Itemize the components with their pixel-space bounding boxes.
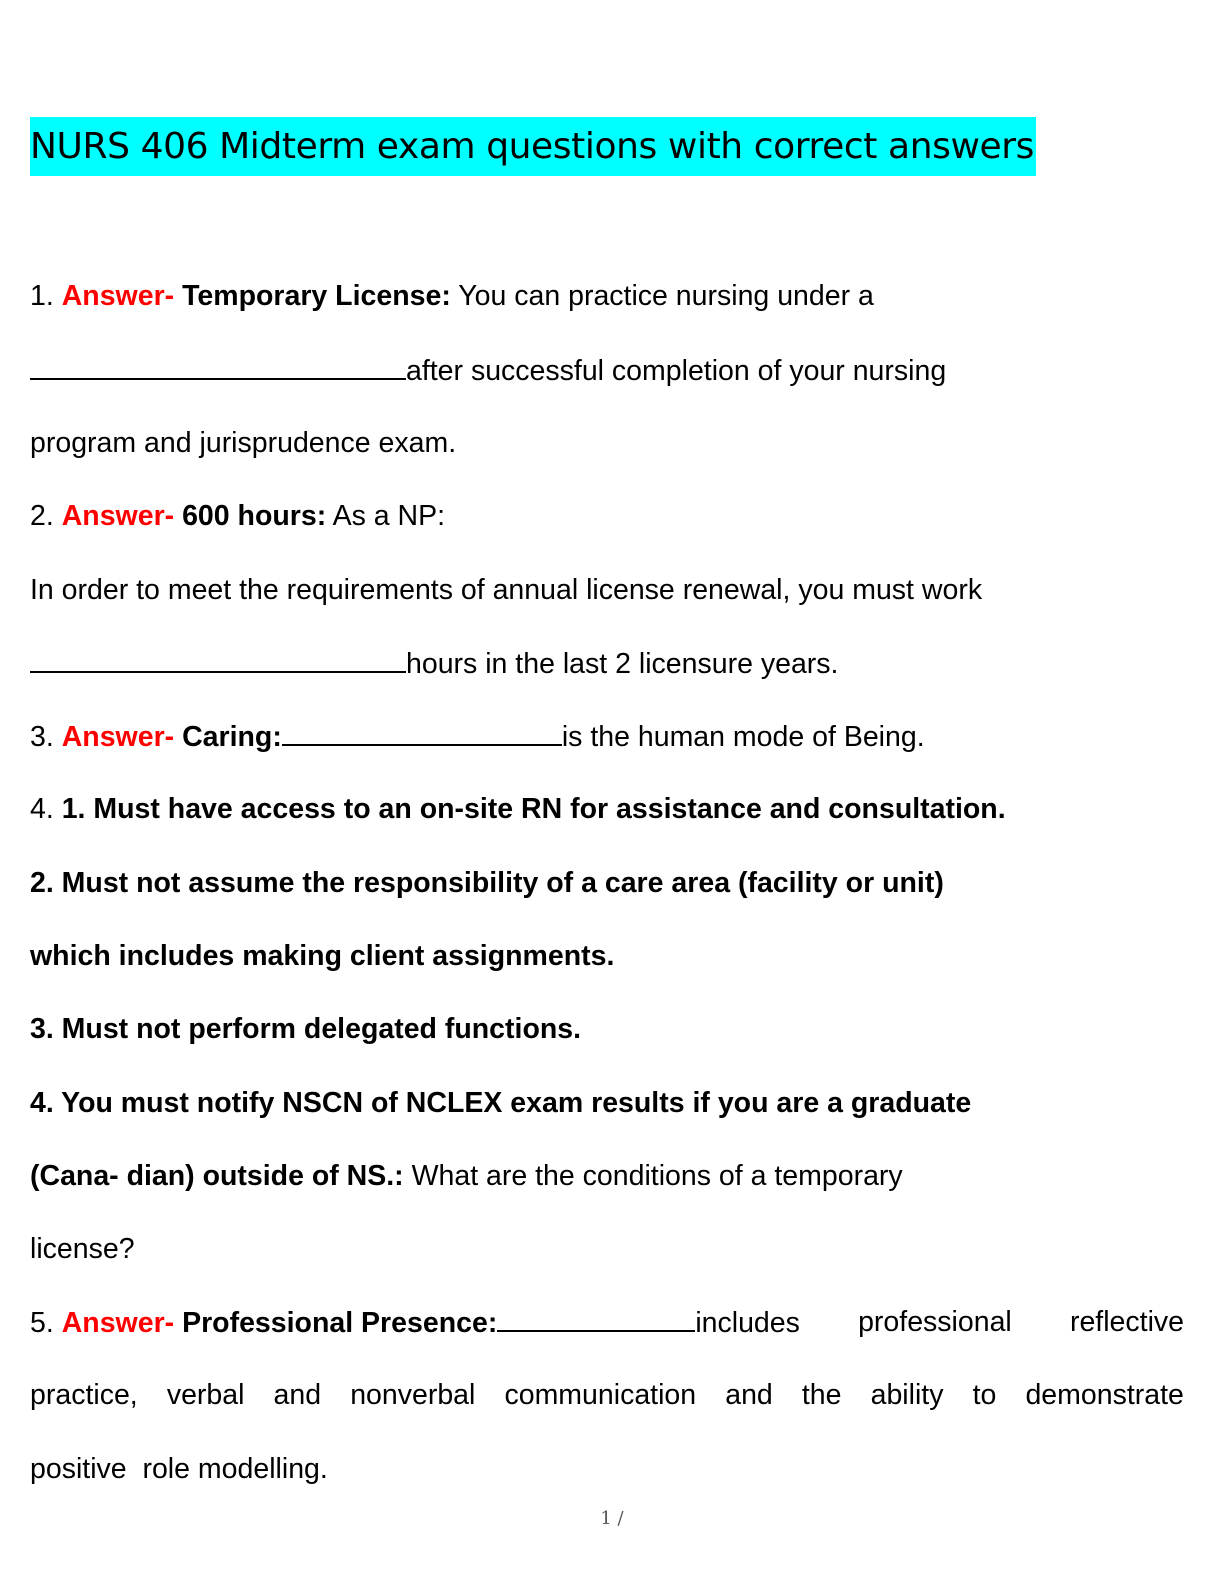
q2-text-a: As a NP: bbox=[332, 500, 446, 532]
q5-line-1 bbox=[30, 1302, 1184, 1343]
q5-blank bbox=[497, 1302, 695, 1332]
q1-text-a: You can practice nursing under a bbox=[458, 280, 874, 312]
q5-word: communication bbox=[504, 1379, 697, 1411]
q5-line-2 bbox=[30, 1375, 1184, 1415]
q2-blank bbox=[30, 643, 406, 673]
q4-number: 4. bbox=[30, 793, 54, 825]
q5-answer: Professional Presence: bbox=[182, 1307, 498, 1339]
q4-condition-3: 3. Must not perform delegated functions. bbox=[30, 1013, 582, 1045]
q2-answer-label: Answer- bbox=[61, 500, 175, 532]
q1-answer-label: Answer- bbox=[61, 280, 175, 312]
q2-text-c: hours in the last 2 licensure years. bbox=[406, 648, 839, 680]
q1-line-3 bbox=[30, 423, 456, 463]
q4-condition-1: 1. Must have access to an on-site RN for assistance and consultation. bbox=[61, 793, 1006, 825]
q5-word: professional bbox=[858, 1306, 1012, 1338]
q1-text-b: after successful completion of your nursing bbox=[406, 355, 947, 387]
q2-text-b: In order to meet the requirements of annual license renewal, you must work bbox=[30, 574, 983, 606]
q2-line-1 bbox=[30, 496, 445, 536]
page-title: NURS 406 Midterm exam questions with correct answers bbox=[30, 117, 1036, 176]
q4-condition-4b: (Cana- dian) outside of NS.: bbox=[30, 1160, 404, 1192]
q4-question-b: license? bbox=[30, 1233, 135, 1265]
q2-line-3 bbox=[30, 643, 838, 684]
q3-line-1 bbox=[30, 716, 925, 757]
q5-number: 5. bbox=[30, 1307, 54, 1339]
q3-answer-label: Answer- bbox=[61, 721, 175, 753]
q2-number: 2. bbox=[30, 500, 54, 532]
q4-line-7 bbox=[30, 1156, 903, 1196]
q1-text-c: program and jurisprudence exam. bbox=[30, 427, 457, 459]
q5-lead bbox=[30, 1302, 800, 1343]
q4-condition-2b: which includes making client assignments. bbox=[30, 940, 615, 972]
q1-blank bbox=[30, 350, 406, 380]
q4-question-a: What are the conditions of a temporary bbox=[411, 1160, 903, 1192]
q5-word: nonverbal bbox=[350, 1379, 476, 1411]
q4-condition-2a: 2. Must not assume the responsibility of a care area (facility or unit) bbox=[30, 867, 944, 899]
q5-word: demonstrate bbox=[1025, 1379, 1184, 1411]
q1-line-1 bbox=[30, 276, 874, 316]
q5-word: and bbox=[273, 1379, 322, 1411]
q3-text-a: is the human mode of Being. bbox=[561, 721, 925, 753]
q5-line-3: positive role modelling. bbox=[30, 1453, 328, 1485]
q1-number: 1. bbox=[30, 280, 54, 312]
q2-answer: 600 hours: bbox=[182, 500, 327, 532]
q5-answer-label: Answer- bbox=[61, 1307, 175, 1339]
q4-line-1 bbox=[30, 789, 1006, 829]
q5-word: ability bbox=[870, 1379, 944, 1411]
q3-number: 3. bbox=[30, 721, 54, 753]
q5-word: reflective bbox=[1069, 1306, 1184, 1338]
q4-condition-4a: 4. You must notify NSCN of NCLEX exam results if you are a graduate bbox=[30, 1087, 972, 1119]
q3-blank bbox=[282, 716, 562, 746]
q3-answer: Caring: bbox=[182, 721, 282, 753]
q2-line-2 bbox=[30, 570, 982, 610]
q5-word: and bbox=[725, 1379, 773, 1411]
q1-answer: Temporary License: bbox=[182, 280, 451, 312]
q5-word: practice, bbox=[30, 1379, 138, 1411]
q5-word: verbal bbox=[166, 1379, 245, 1411]
page-number: 1 / bbox=[600, 1508, 624, 1529]
q1-line-2 bbox=[30, 350, 946, 391]
q5-word: to bbox=[972, 1379, 997, 1411]
q5-word: the bbox=[801, 1379, 842, 1411]
q5-word: includes bbox=[695, 1307, 800, 1339]
